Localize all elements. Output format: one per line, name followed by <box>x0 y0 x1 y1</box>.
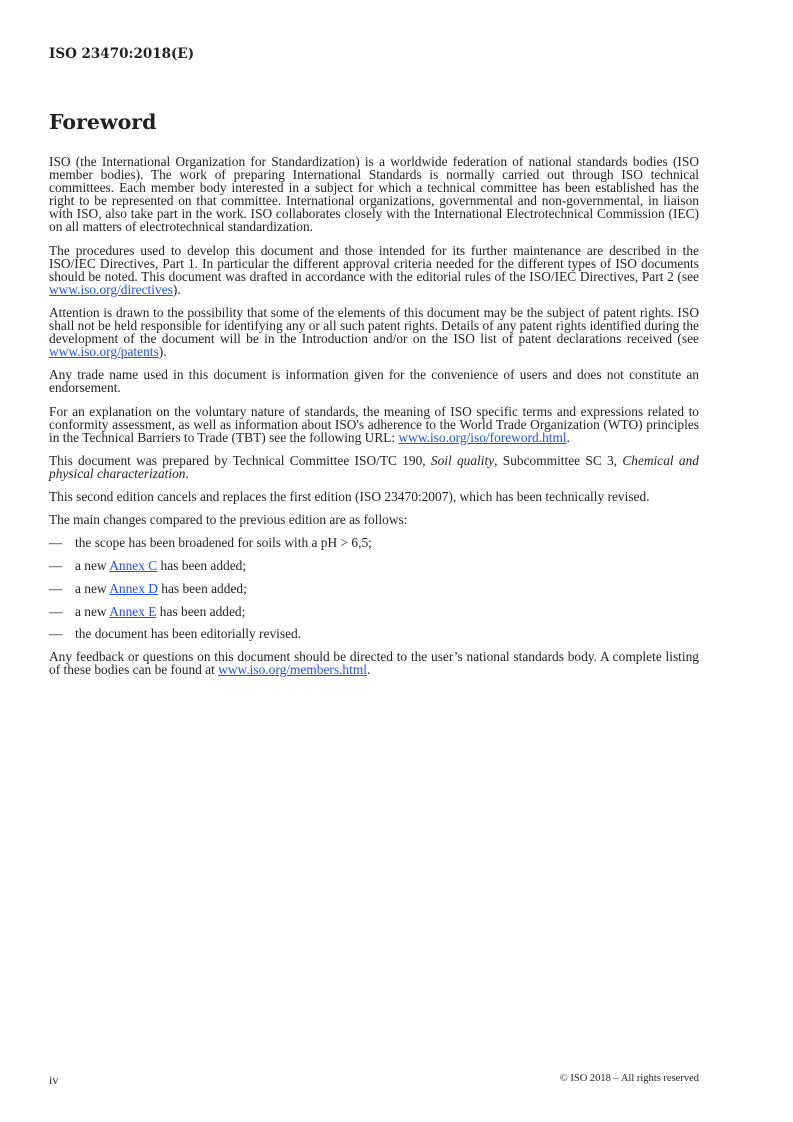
paragraph-text: ). <box>158 344 167 360</box>
section-title: Foreword <box>49 110 157 134</box>
paragraph-iso-intro: ISO (the International Organization for Standardization) is a worldwide federation of national standards bodies (ISO member bodies). The work of preparing International Standards is normally carried out through ISO technical committees. Each member body interested in a subject for which a technical committee has been established has the right to be represented on that committee. International organizations, governmental and non-governmental, in liaison with ISO, also take part in the work. ISO collaborates closely with the International Electrotechnical Commission (IEC) on all matters of electrotechnical standardization. <box>49 154 699 235</box>
list-item-text: the document has been editorially revised. <box>75 626 302 642</box>
paragraph-feedback <box>49 650 699 676</box>
paragraph-patents <box>49 306 699 358</box>
list-item-text: a new <box>75 603 110 619</box>
paragraph-changes-intro: The main changes compared to the previous edition are as follows: <box>49 512 408 528</box>
paragraph-text: For an explanation on the voluntary nature of standards, the meaning of ISO specific terms and expressions related to conformity assessment, as well as information about ISO's adherence to the World Trade Organization (WTO) principles in the Technical Barriers to Trade (TBT) see the following URL: <box>49 403 699 445</box>
patents-link[interactable]: www.iso.org/patents <box>49 344 159 360</box>
dash-bullet: — <box>49 557 63 573</box>
paragraph-edition: This second edition cancels and replaces the first edition (ISO 23470:2007), which has been technically revised. <box>49 488 650 504</box>
committee-title: Soil quality <box>430 452 495 468</box>
paragraph-committee <box>49 454 699 480</box>
paragraph-text: The procedures used to develop this document and those intended for its further maintenance are described in the ISO/IEC Directives, Part 1. In particular the different approval criteria needed for the different types of ISO documents should be noted. This document was drafted in accordance with the editorial rules of the ISO/IEC Directives, Part 2 (see <box>49 242 699 284</box>
list-item-text: a new <box>75 557 110 573</box>
list-item-text: a new <box>75 580 110 596</box>
subcommittee-title: Chemical and physical characterization <box>49 452 699 481</box>
paragraph-text: . <box>366 662 371 678</box>
dash-bullet: — <box>49 626 63 642</box>
list-item-text: has been added; <box>157 557 247 573</box>
dash-bullet: — <box>49 603 63 619</box>
document-id-header: ISO 23470:2018(E) <box>49 46 195 62</box>
members-link[interactable]: www.iso.org/members.html <box>218 662 367 678</box>
paragraph-trade-name: Any trade name used in this document is information given for the convenience of users and does not constitute an endorsement. <box>49 367 699 396</box>
paragraph-text: This document was prepared by Technical Committee ISO/TC 190, <box>49 452 431 468</box>
list-item <box>49 536 699 549</box>
list-item <box>49 627 699 640</box>
paragraph-text: , Subcommittee SC 3, <box>494 452 623 468</box>
dash-bullet: — <box>49 580 63 596</box>
annex-e-link[interactable]: Annex E <box>109 603 157 619</box>
dash-bullet: — <box>49 535 63 551</box>
list-item <box>49 559 699 572</box>
annex-d-link[interactable]: Annex D <box>109 580 158 596</box>
foreword-body <box>49 155 699 687</box>
paragraph-text: Any feedback or questions on this document should be directed to the user’s national standards body. A complete listing of these bodies can be found at <box>49 649 699 678</box>
list-item <box>49 582 699 595</box>
paragraph-text: . <box>566 429 570 445</box>
copyright-notice: © ISO 2018 – All rights reserved <box>559 1073 699 1084</box>
list-item <box>49 605 699 618</box>
list-item-text: has been added; <box>157 580 247 596</box>
paragraph-text: Attention is drawn to the possibility that some of the elements of this document may be the subject of patent rights. ISO shall not be held responsible for identifying any or all such patent rights. Details of any patent rights identified during the development of the document will be in the Introduction and/or on the ISO list of patent declarations received (see <box>49 304 699 347</box>
paragraph-voluntary-nature <box>49 405 699 444</box>
changes-list <box>49 536 699 640</box>
paragraph-text: ). <box>172 281 181 297</box>
annex-c-link[interactable]: Annex C <box>109 557 158 573</box>
list-item-text: the scope has been broadened for soils with a pH > 6,5; <box>75 535 372 551</box>
list-item-text: has been added; <box>156 603 246 619</box>
page-number: iv <box>49 1073 59 1087</box>
paragraph-procedures <box>49 244 699 296</box>
paragraph-text: . <box>185 465 189 481</box>
foreword-url-link[interactable]: www.iso.org/iso/foreword.html <box>398 429 567 445</box>
directives-link[interactable]: www.iso.org/directives <box>49 281 173 297</box>
